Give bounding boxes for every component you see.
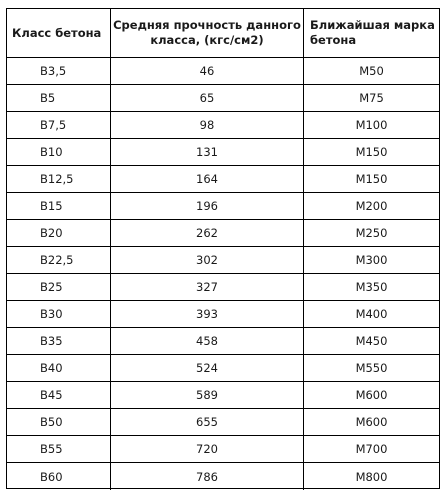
table-row [7, 112, 439, 139]
cell-concrete-class: B7,5 [7, 112, 111, 138]
cell-concrete-class: B55 [7, 436, 111, 462]
header-concrete-class: Класс бетона [7, 9, 111, 57]
table-row [7, 355, 439, 382]
cell-nearest-grade: M800 [355, 469, 388, 484]
cell-average-strength: 524 [111, 355, 304, 381]
cell-nearest-grade: M75 [359, 91, 384, 105]
table-row [7, 382, 439, 409]
cell-concrete-class: B22,5 [7, 247, 111, 273]
cell-average-strength: 164 [111, 166, 304, 192]
cell-nearest-grade: M100 [355, 118, 388, 132]
cell-average-strength: 46 [111, 58, 304, 84]
table-row [7, 193, 439, 220]
table-header-row [7, 9, 439, 58]
cell-concrete-class: B12,5 [7, 166, 111, 192]
table-row [7, 58, 439, 85]
table-row [7, 139, 439, 166]
cell-average-strength: 327 [111, 274, 304, 300]
cell-average-strength: 720 [111, 436, 304, 462]
table-row [7, 463, 439, 490]
cell-nearest-grade: M150 [355, 172, 388, 186]
cell-concrete-class: B15 [7, 193, 111, 219]
cell-concrete-class: B3,5 [7, 58, 111, 84]
cell-concrete-class: B5 [7, 85, 111, 111]
table-row [7, 328, 439, 355]
cell-nearest-grade: M350 [355, 280, 388, 294]
cell-concrete-class: B50 [7, 409, 111, 435]
cell-average-strength: 458 [111, 328, 304, 354]
cell-nearest-grade: M200 [355, 199, 388, 213]
header-nearest-grade: Ближайшая марка бетона [310, 18, 435, 47]
cell-nearest-grade: M150 [355, 145, 388, 159]
table-row [7, 301, 439, 328]
table-row [7, 409, 439, 436]
cell-concrete-class: B60 [7, 463, 111, 490]
table-row [7, 274, 439, 301]
cell-concrete-class: B25 [7, 274, 111, 300]
cell-average-strength: 262 [111, 220, 304, 246]
cell-average-strength: 196 [111, 193, 304, 219]
cell-average-strength: 65 [111, 85, 304, 111]
table-row [7, 436, 439, 463]
cell-nearest-grade: M400 [355, 307, 388, 321]
table-row [7, 166, 439, 193]
cell-concrete-class: B20 [7, 220, 111, 246]
table-body [7, 58, 439, 490]
cell-nearest-grade: M600 [355, 415, 388, 429]
cell-nearest-grade: M300 [355, 253, 388, 267]
table-row [7, 85, 439, 112]
cell-nearest-grade: M50 [359, 64, 384, 78]
cell-average-strength: 589 [111, 382, 304, 408]
table-row [7, 247, 439, 274]
cell-average-strength: 655 [111, 409, 304, 435]
cell-average-strength: 393 [111, 301, 304, 327]
cell-concrete-class: B10 [7, 139, 111, 165]
cell-concrete-class: B40 [7, 355, 111, 381]
cell-nearest-grade: M450 [355, 334, 388, 348]
cell-average-strength: 786 [111, 463, 304, 490]
cell-average-strength: 302 [111, 247, 304, 273]
cell-nearest-grade: M700 [355, 442, 388, 456]
cell-nearest-grade: M600 [355, 388, 388, 402]
cell-average-strength: 131 [111, 139, 304, 165]
cell-nearest-grade: M250 [355, 226, 388, 240]
table-row [7, 220, 439, 247]
header-average-strength: Средняя прочность данного класса, (кгс/см2) [111, 9, 304, 57]
cell-concrete-class: B45 [7, 382, 111, 408]
cell-concrete-class: B30 [7, 301, 111, 327]
cell-average-strength: 98 [111, 112, 304, 138]
cell-nearest-grade: M550 [355, 361, 388, 375]
cell-concrete-class: B35 [7, 328, 111, 354]
concrete-class-table [6, 8, 440, 489]
